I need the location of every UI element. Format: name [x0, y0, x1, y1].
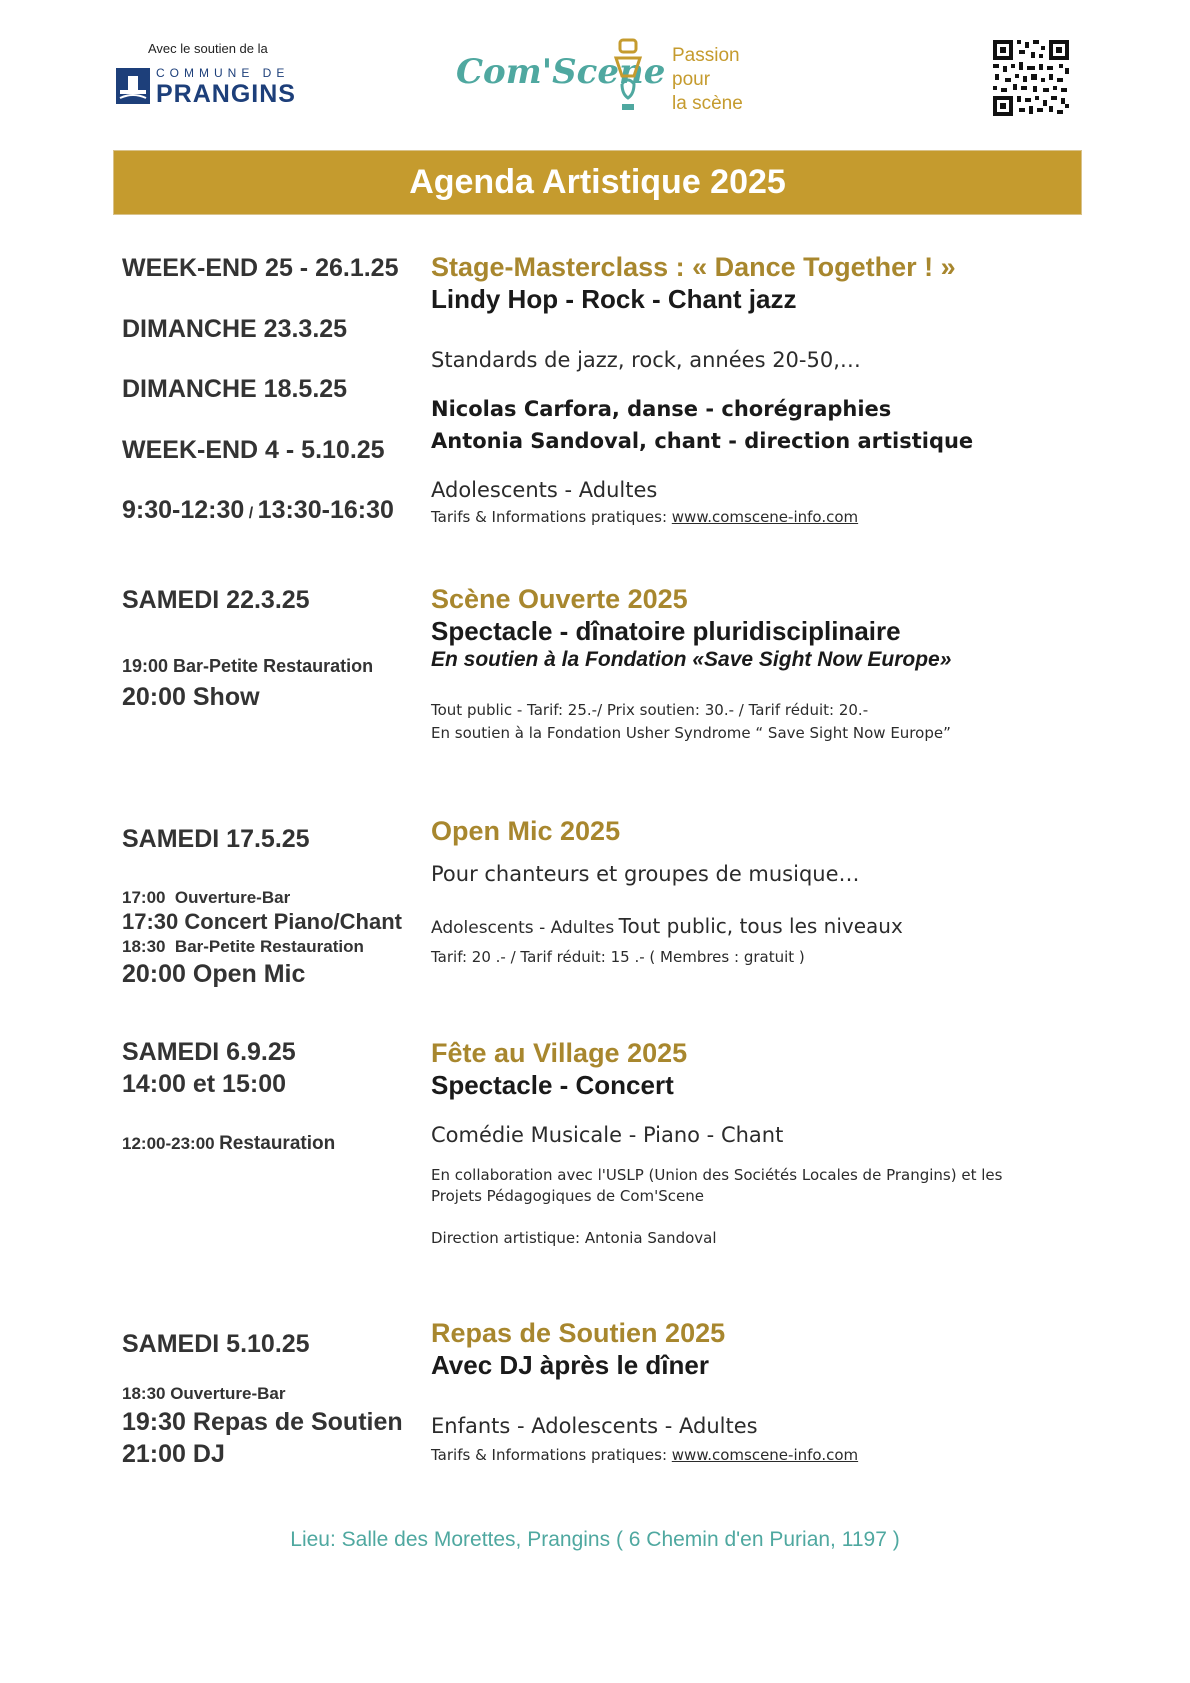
event4-collab-1: En collaboration avec l'USLP (Union des Sociétés Locales de Prangins) et les	[431, 1166, 1003, 1184]
event3-audience	[431, 914, 903, 938]
event2-date: SAMEDI 22.3.25	[122, 586, 310, 614]
venue-footer: Lieu: Salle des Morettes, Prangins ( 6 Chemin d'en Purian, 1197 )	[290, 1528, 900, 1551]
event4-time: 14:00 et 15:00	[122, 1070, 287, 1098]
event1-desc: Standards de jazz, rock, années 20-50,…	[431, 348, 861, 372]
event1-title: Stage-Masterclass : « Dance Together ! »	[431, 252, 956, 282]
commune-logo	[116, 66, 306, 108]
event5-time-3: 21:00 DJ	[122, 1440, 225, 1468]
event1-date-2: DIMANCHE 23.3.25	[122, 315, 348, 343]
event4-resto-label: Restauration	[219, 1133, 336, 1154]
event5-subtitle: Avec DJ àprès le dîner	[431, 1350, 709, 1380]
event3-audience-small: Adolescents - Adultes	[431, 918, 615, 938]
event5-time-2: 19:30 Repas de Soutien	[122, 1408, 403, 1436]
commune-line1: COMMUNE DE	[156, 66, 290, 80]
sponsor-text: Avec le soutien de la	[148, 41, 268, 56]
event3-time-2: 17:30 Concert Piano/Chant	[122, 909, 402, 934]
event1-date-3: DIMANCHE 18.5.25	[122, 375, 348, 403]
event2-line-2: En soutien à la Fondation Usher Syndrome “ Save Sight Now Europe”	[431, 724, 951, 742]
event5-info-label: Tarifs & Informations pratiques:	[431, 1446, 672, 1464]
event2-subtitle: Spectacle - dînatoire pluridisciplinaire	[431, 616, 901, 646]
event1-audience: Adolescents - Adultes	[431, 478, 658, 502]
event4-subtitle: Spectacle - Concert	[431, 1070, 674, 1100]
event2-title: Scène Ouverte 2025	[431, 584, 688, 614]
event4-resto	[122, 1133, 335, 1155]
event1-info	[431, 508, 858, 526]
event3-title: Open Mic 2025	[431, 816, 621, 846]
event2-time-2: 20:00 Show	[122, 683, 260, 711]
event2-time-1: 19:00 Bar-Petite Restauration	[122, 656, 374, 676]
event2-subtitle2: En soutien à la Fondation «Save Sight Now Europe»	[431, 648, 952, 671]
event3-audience-large: Tout public, tous les niveaux	[618, 914, 903, 938]
event3-desc: Pour chanteurs et groupes de musique…	[431, 862, 860, 886]
event1-date-4: WEEK-END 4 - 5.10.25	[122, 436, 385, 464]
event1-person-1: Nicolas Carfora, danse - chorégraphies	[431, 397, 892, 421]
event1-subtitle: Lindy Hop - Rock - Chant jazz	[431, 284, 797, 314]
event4-title: Fête au Village 2025	[431, 1038, 688, 1068]
event3-time-1: 17:00 Ouverture-Bar	[122, 888, 291, 907]
event5-time-1: 18:30 Ouverture-Bar	[122, 1384, 286, 1403]
title-banner	[114, 151, 1081, 214]
event5-info-link[interactable]: www.comscene-info.com	[671, 1446, 859, 1464]
event2-line-1: Tout public - Tarif: 25.-/ Prix soutien: 30.- / Tarif réduit: 20.-	[431, 701, 869, 719]
event5-date: SAMEDI 5.10.25	[122, 1330, 310, 1358]
event3-date: SAMEDI 17.5.25	[122, 825, 310, 853]
page-title: Agenda Artistique 2025	[409, 163, 786, 201]
event1-info-label: Tarifs & Informations pratiques:	[431, 508, 672, 526]
tagline	[672, 44, 743, 116]
event4-direction: Direction artistique: Antonia Sandoval	[431, 1229, 717, 1247]
event4-collab-2: Projets Pédagogiques de Com'Scene	[431, 1187, 704, 1205]
qr-code-icon[interactable]	[991, 38, 1071, 118]
event1-person-2: Antonia Sandoval, chant - direction artistique	[431, 429, 974, 453]
event3-time-4: 20:00 Open Mic	[122, 960, 306, 988]
event1-hours-b: 13:30-16:30	[257, 496, 394, 524]
microphone-icon	[612, 38, 644, 114]
event3-tarif: Tarif: 20 .- / Tarif réduit: 15 .- ( Membres : gratuit )	[431, 948, 805, 966]
comscene-logo	[452, 36, 666, 116]
prangins-crest-icon	[116, 68, 150, 104]
event1-hours	[122, 496, 394, 525]
event4-desc: Comédie Musicale - Piano - Chant	[431, 1123, 784, 1147]
event1-hours-a: 9:30-12:30	[122, 496, 245, 524]
event3-time-3: 18:30 Bar-Petite Restauration	[122, 937, 364, 956]
tagline-line-3: la scène	[672, 93, 743, 114]
event1-hours-sep: /	[248, 505, 254, 522]
event4-resto-time: 12:00-23:00	[122, 1134, 215, 1153]
event1-date-1: WEEK-END 25 - 26.1.25	[122, 254, 399, 282]
tagline-line-1: Passion	[672, 45, 740, 66]
event5-audience: Enfants - Adolescents - Adultes	[431, 1414, 758, 1438]
event4-date: SAMEDI 6.9.25	[122, 1038, 296, 1066]
tagline-line-2: pour	[672, 69, 711, 90]
event5-info	[431, 1446, 858, 1464]
event1-info-link[interactable]: www.comscene-info.com	[671, 508, 859, 526]
event5-title: Repas de Soutien 2025	[431, 1318, 726, 1348]
commune-line2: PRANGINS	[156, 80, 296, 108]
comscene-logo-text: Com'Scene	[456, 52, 666, 92]
